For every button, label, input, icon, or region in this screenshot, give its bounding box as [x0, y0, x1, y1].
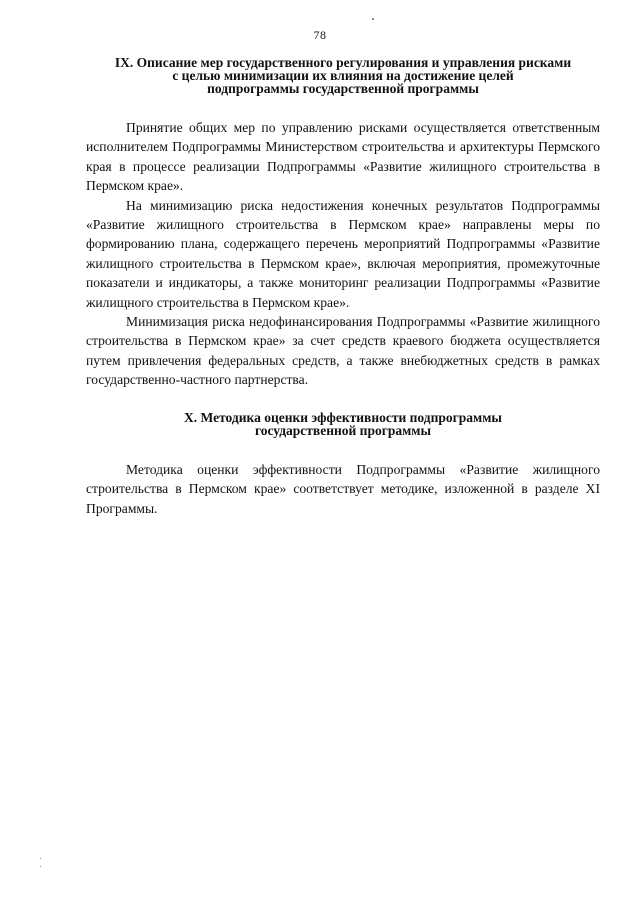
scan-speck [372, 18, 374, 20]
scan-speck [40, 866, 41, 867]
section-ix-title-line: подпрограммы государственной программы [207, 81, 479, 96]
section-ix-paragraph: Минимизация риска недофинансирования Подпрограммы «Развитие жилищного строительства в Пермском крае» за счет средств краевого бюджета осуществляется путем привлечения федеральных средств, а также внебюджетных средств в рамках государственно-частного партнерства. [86, 314, 600, 388]
section-ix-paragraph: Принятие общих мер по управлению рисками осуществляется ответственным исполнителем Подпрограммы Министерством строительства и архитектуры Пермского края в процессе реализации Подпрограммы «Развитие жилищного строительства в Пермском крае». [86, 120, 600, 194]
scan-speck [40, 858, 41, 859]
section-x-title-line: X. Методика оценки эффективности подпрограммы [184, 409, 502, 425]
section-ix-title-line: с целью минимизации их влияния на достижение целей [172, 68, 514, 83]
section-x-title-line: государственной программы [254, 422, 432, 438]
section-ix-title [86, 56, 600, 95]
section-x-paragraph: Методика оценки эффективности Подпрограммы «Развитие жилищного строительства в Пермском крае» соответствует методике, изложенной в разделе XI Программы. [86, 461, 600, 516]
page-number: 78 [313, 28, 327, 42]
section-ix-title-line: IX. Описание мер государственного регулирования и управления рисками [114, 55, 572, 70]
section-x-title [86, 411, 600, 437]
page-content [86, 56, 600, 518]
section-ix-paragraph: На минимизацию риска недостижения конечных результатов Подпрограммы «Развитие жилищного строительства в Пермском крае» направлены меры по формированию плана, содержащего перечень мероприятий Подпрограммы «Развитие жилищного строительства в Пермском крае», включая мероприятия, промежуточные показатели и индикаторы, а также мониторинг реализации Подпрограммы «Развитие жилищного строительства в Пермском крае». [86, 197, 600, 310]
